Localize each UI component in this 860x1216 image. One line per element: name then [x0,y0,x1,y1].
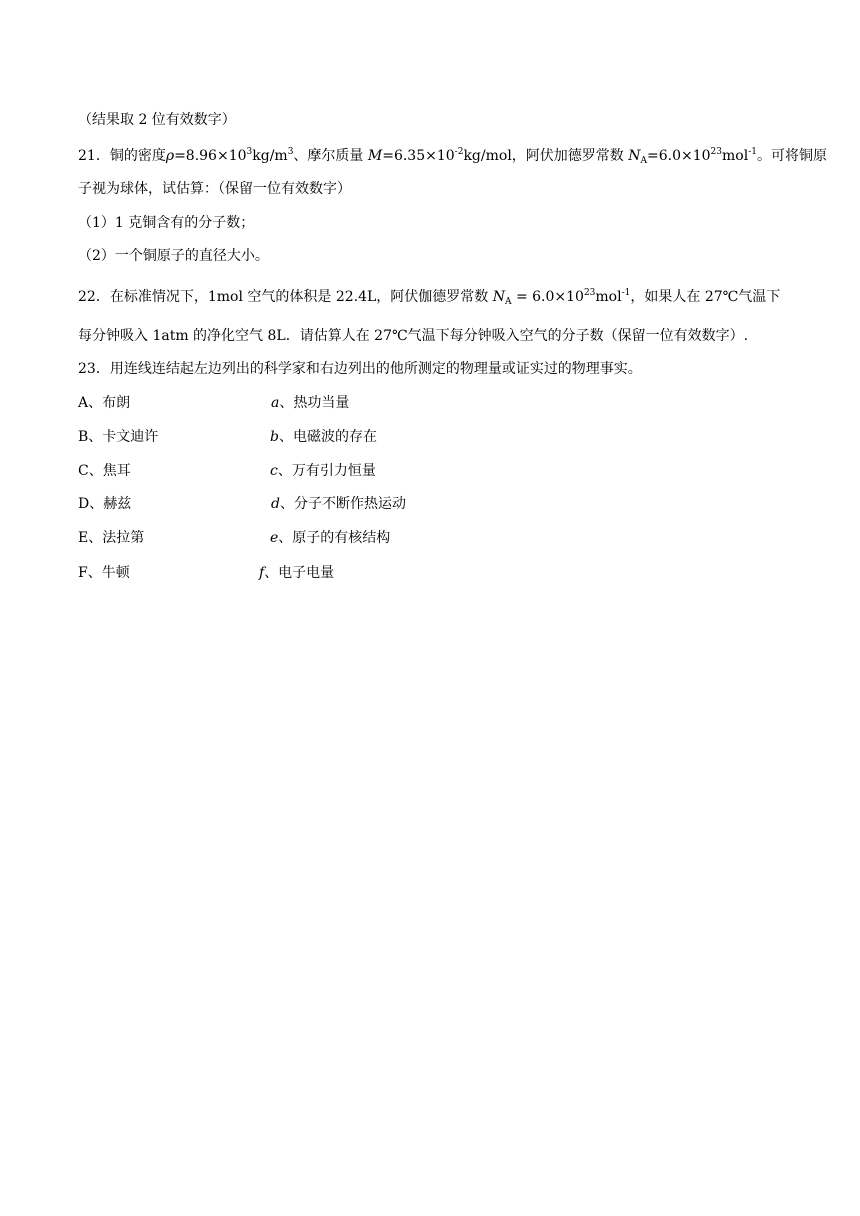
question-22-line-1: 22．在标准情况下，1mol 空气的体积是 22.4L，阿伏伽德罗常数 $N_A = 6.0\times 10^{23}mol^{-1}$，如果人在 27℃气温下 [78,288,781,307]
match-right-c: c、万有引力恒量 [270,463,376,479]
match-right-b: b、电磁波的存在 [270,429,377,445]
match-left-F: F、牛顿 [78,565,130,581]
match-left-A: A、布朗 [78,395,131,411]
question-21-part-2: （2）一个铜原子的直径大小。 [78,248,269,264]
match-right-a: a、热功当量 [271,395,350,411]
question-21-line-1: 21．铜的密度$\rho=8.96\times 10^3kg/m^3$、摩尔质量 $M=6.35\times 10^{-2}kg$/mol，阿伏加德罗常数 $N_A=6.0\times 10^{23}mol^{-1}$。可将铜原 [78,147,827,166]
question-22-line-2: 每分钟吸入 1atm 的净化空气 8L．请估算人在 27℃气温下每分钟吸入空气的分子数（保留一位有效数字）. [78,328,749,344]
match-right-f: f、电子电量 [259,565,335,581]
result-precision-note: （结果取 2 位有效数字） [78,112,236,128]
match-right-d: d、分子不断作热运动 [271,496,406,512]
match-left-C: C、焦耳 [78,463,131,479]
match-left-B: B、卡文迪许 [78,429,159,445]
question-23-intro: 23．用连线连结起左边列出的科学家和右边列出的他所测定的物理量或证实过的物理事实。 [78,361,642,377]
question-22-number: 22． [78,289,110,305]
question-21-number: 21． [78,148,110,164]
question-21-part-1: （1）1 克铜含有的分子数； [78,215,255,231]
match-left-E: E、法拉第 [78,530,145,546]
question-21-line-2: 子视为球体，试估算：（保留一位有效数字） [78,181,351,197]
match-left-D: D、赫兹 [78,496,132,512]
match-right-e: e、原子的有核结构 [270,530,391,546]
